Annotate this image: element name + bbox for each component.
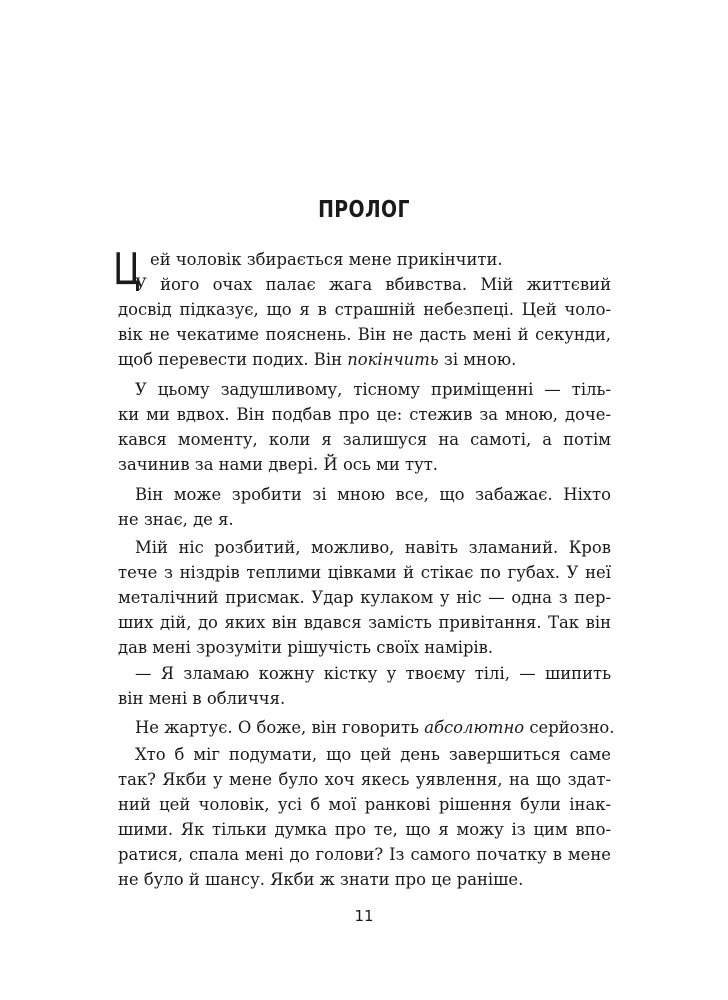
text-segment: ний цей чоловік, усі б мої ранкові рішення були інак-: [118, 795, 611, 814]
text-segment: металічний присмак. Удар кулаком у ніс — одна з пер-: [118, 588, 611, 607]
text-segment: Не жартує. О боже, він говорить: [135, 718, 425, 737]
text-segment: не знає, де я.: [118, 510, 234, 529]
text-line: [118, 325, 611, 345]
chapter-title: ПРОЛОГ: [318, 197, 410, 223]
text-line: [118, 455, 611, 475]
text-line: [135, 380, 611, 400]
text-line: [135, 664, 611, 684]
text-line: [118, 588, 611, 608]
text-segment: серйозно.: [524, 718, 615, 737]
text-line: [135, 745, 611, 765]
text-segment: так? Якби у мене було хоч якесь уявлення, на що здат-: [118, 770, 611, 789]
text-line: [118, 795, 611, 815]
text-segment: ки ми вдвох. Він подбав про це: стежив за мною, доче-: [118, 405, 611, 424]
text-line: [135, 485, 611, 505]
text-segment: Мій ніс розбитий, можливо, навіть зламаний. Кров: [135, 538, 611, 557]
text-line: [118, 689, 611, 709]
text-segment: ей чоловік збирається мене прикінчити.: [150, 250, 503, 269]
text-segment: Він може зробити зі мною все, що забажає. Ніхто: [135, 485, 611, 504]
text-line: [118, 300, 611, 320]
text-segment: дав мені зрозуміти рішучість своїх намірів.: [118, 638, 494, 657]
text-line: [118, 405, 611, 425]
text-line: [135, 718, 615, 738]
text-segment: щоб перевести подих. Він: [118, 350, 348, 369]
text-segment: ратися, спала мені до голови? Із самого початку в мене: [118, 845, 611, 864]
text-segment: У його очах палає жага вбивства. Мій життєвий: [135, 275, 611, 294]
text-line: [118, 770, 611, 790]
text-line: [150, 250, 611, 270]
text-line: [118, 510, 611, 530]
text-segment: — Я зламаю кожну кістку у твоєму тілі, — шипить: [135, 664, 611, 683]
text-line: [118, 430, 611, 450]
text-segment: вік не чекатиме пояснень. Він не дасть мені й секунди,: [118, 325, 611, 344]
text-segment: ших дій, до яких він вдався замість привітання. Так він: [118, 613, 611, 632]
italic-text: покінчить: [347, 350, 439, 369]
text-line: [118, 845, 611, 865]
text-segment: тече з ніздрів теплими цівками й стікає по губах. У неї: [118, 563, 611, 582]
text-segment: Хто б міг подумати, що цей день завершиться саме: [135, 745, 611, 764]
page-number: 11: [354, 907, 374, 925]
text-segment: зі мною.: [438, 350, 517, 369]
text-segment: він мені в обличчя.: [118, 689, 286, 708]
text-segment: зачинив за нами двері. Й ось ми тут.: [118, 455, 438, 474]
drop-cap: Ц: [113, 244, 141, 295]
text-line: [118, 870, 611, 890]
text-line: [118, 350, 611, 370]
text-segment: шими. Як тільки думка про те, що я можу із цим впо-: [118, 820, 611, 839]
text-line: [118, 563, 611, 583]
text-segment: досвід підказує, що я в страшній небезпеці. Цей чоло-: [118, 300, 611, 319]
italic-text: абсолютно: [424, 718, 525, 737]
text-segment: У цьому задушливому, тісному приміщенні — тіль-: [135, 380, 611, 399]
text-segment: не було й шансу. Якби ж знати про це раніше.: [118, 870, 524, 889]
text-line: [135, 275, 611, 295]
text-line: [118, 820, 611, 840]
text-line: [135, 538, 611, 558]
text-line: [118, 613, 611, 633]
text-line: [118, 638, 611, 658]
text-segment: кався моменту, коли я залишуся на самоті, а потім: [118, 430, 611, 449]
